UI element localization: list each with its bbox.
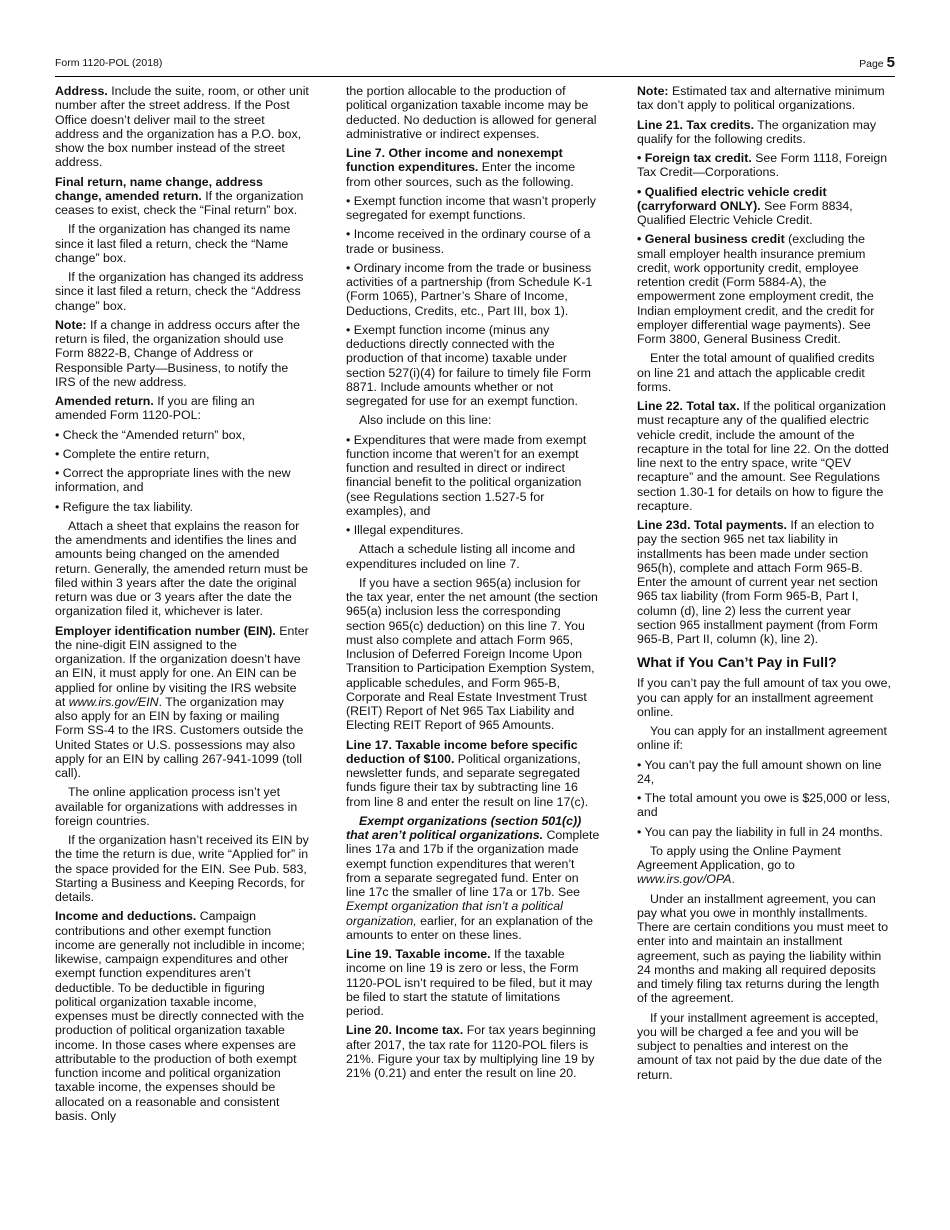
- paragraph-ein: Employer identification number (EIN). Enter the nine-digit EIN assigned to the organization. If the organization doesn’t have an EIN, it must apply for one. An EIN can be applied for online by visiting the IRS website at www.irs.gov/EIN. The organization may also apply for an EIN by faxing or mailing Form SS-4 to the IRS. Customers outside the United States or U.S. possessions may also apply for an EIN by calling 267-941-1099 (toll call).: [55, 623, 309, 780]
- page-header: [55, 54, 895, 77]
- bullet-item: • Foreign tax credit. See Form 1118, Foreign Tax Credit—Corporations.: [637, 151, 888, 180]
- paragraph-line-17: Line 17. Taxable income before specific deduction of $100. Political organizations, newsletter funds, and separate segregated funds figure their tax by subtracting line 16 from line 8 and enter the result on line 17(c).: [346, 737, 589, 809]
- paragraph-opa: To apply using the Online Payment Agreement Application, go to www.irs.gov/OPA.: [637, 843, 841, 887]
- paragraph-cant-pay: If you can’t pay the full amount of tax you owe, you can apply for an installment agreement online.: [637, 676, 891, 719]
- page-label: Page: [859, 58, 884, 70]
- paragraph-income-deductions: Income and deductions. Campaign contributions and other exempt function income are generally not includible in income; likewise, campaign expenditures and other exempt function expenditures aren’t deductible. To be deductible in figuring political organization taxable income, expenses must be directly connected with the production of political organization taxable income. In those cases where expenses are attributable to the production of both exempt function income and political organization taxable income, the expenses should be allocated on a reasonable and consistent basis. Only: [55, 909, 305, 1123]
- paragraph-applied-for: If the organization hasn’t received its EIN by the time the return is due, write “Applied for” in the space provided for the EIN. See Pub. 583, Starting a Business and Keeping Records, for details.: [55, 833, 309, 904]
- paragraph-address-change: If the organization has changed its address since it last filed a return, check the “Address change” box.: [55, 270, 304, 313]
- paragraph-note: Note: If a change in address occurs after the return is filed, the organization should use Form 8822-B, Change of Address or Responsible Party—Business, to notify the IRS of the new address.: [55, 317, 300, 389]
- bullet-item: • Exempt function income that wasn’t properly segregated for exempt functions.: [346, 193, 596, 222]
- column-3: [637, 84, 891, 1087]
- paragraph-address: Address. Include the suite, room, or other unit number after the street address. If the Post Office doesn’t deliver mail to the street address and the organization has a P.O. box, show the box number instead of the street address.: [55, 84, 309, 170]
- paragraph-line-19: Line 19. Taxable income. If the taxable income on line 19 is zero or less, the Form 1120-POL isn’t required to be filed, but it may be filed to start the statute of limitations period.: [346, 947, 593, 1018]
- bullet-item: • Complete the entire return,: [55, 446, 210, 461]
- page-number: [859, 54, 895, 71]
- form-id: Form 1120-POL (2018): [55, 57, 163, 69]
- section-heading: What if You Can’t Pay in Full?: [637, 655, 837, 672]
- opa-link[interactable]: www.irs.gov/OPA: [637, 872, 732, 887]
- bullet-item: • The total amount you owe is $25,000 or less, and: [637, 791, 891, 820]
- bullet-item: • Ordinary income from the trade or business activities of a partnership (from Schedule K-1 (Form 1065), Partner’s Share of Income, Deductions, Credits, etc., Part III, box 1).: [346, 260, 593, 318]
- paragraph-final-return: Final return, name change, address change, amended return. If the organization ceases to exist, check the “Final return” box.: [55, 174, 304, 217]
- bullet-item: • Refigure the tax liability.: [55, 499, 193, 514]
- paragraph-line-23d: Line 23d. Total payments. If an election to pay the section 965 net tax liability in installments has been made under section 965(h), complete and attach Form 965-B. Enter the amount of current year net section 965 tax liability (from Form 965-B, Part I, column (d), line 2) less the current year section 965 installment payment (from Form 965-B, Part II, column (k), line 2).: [637, 518, 878, 646]
- bullet-item: • Income received in the ordinary course of a trade or business.: [346, 227, 591, 256]
- paragraph-line-22: Line 22. Total tax. If the political organization must recapture any of the qualified electric vehicle credit, include the amount of the recapture in the total for line 22. On the dotted line next to the entry space, write “QEV recapture” and the amount. See Regulations section 1.30-1 for details on how to figure the recapture.: [637, 399, 889, 513]
- paragraph-online-application: The online application process isn’t yet available for organizations with addresses in foreign countries.: [55, 785, 298, 828]
- paragraph-exempt-organizations: Exempt organizations (section 501(c)) that aren’t political organizations. Complete lines 17a and 17b if the organization made exempt function expenditures that weren’t from a separate segregated fund. Enter on line 17c the smaller of line 17a or 17b. See Exempt organization that isn’t a political organization, earlier, for an explanation of the amounts to enter on these lines.: [346, 813, 600, 942]
- paragraph-apply-if: You can apply for an installment agreement online if:: [637, 724, 887, 753]
- column-1: [55, 84, 309, 1128]
- paragraph-attach-sheet: Attach a sheet that explains the reason for the amendments and identifies the lines and amounts being changed on the amended return. Generally, the amended return must be filed within 3 years after the date the original return was due or 3 years after the date the organization filed it, whichever is later.: [55, 518, 308, 619]
- paragraph-also-include: Also include on this line:: [359, 413, 492, 428]
- paragraph-continuation: the portion allocable to the production of political organization taxable income may be deducted. No deduction is allowed for general administrative or indirect expenses.: [346, 84, 597, 141]
- bullet-item: • Correct the appropriate lines with the new information, and: [55, 466, 291, 495]
- paragraph-line-20: Line 20. Income tax. For tax years beginning after 2017, the tax rate for 1120-POL filers is 21%. Figure your tax by multiplying line 19 by 21% (0.21) and enter the result on line 20.: [346, 1023, 596, 1080]
- paragraph-attach-schedule: Attach a schedule listing all income and expenditures included on line 7.: [346, 542, 576, 571]
- paragraph-installment-agreement: Under an installment agreement, you can pay what you owe in monthly installments. There are certain conditions you must meet to enter into and maintain an installment agreement, such as paying the liability within 24 months and making all required deposits and timely filing tax returns during the length of the agreement.: [637, 891, 889, 1006]
- paragraph-name-change: If the organization has changed its name since it last filed a return, check the “Name change” box.: [55, 222, 291, 265]
- paragraph-accepted: If your installment agreement is accepted, you will be charged a fee and you will be subject to penalties and interest on the amount of tax not paid by the due date of the return.: [637, 1010, 882, 1082]
- paragraph-line-7: Line 7. Other income and nonexempt function expenditures. Enter the income from other sources, such as the following.: [346, 146, 576, 189]
- column-2: [346, 84, 600, 1085]
- paragraph-note-estimated-tax: Note: Estimated tax and alternative minimum tax don’t apply to political organizations.: [637, 84, 885, 113]
- bullet-item: • You can’t pay the full amount shown on line 24,: [637, 757, 882, 786]
- bullet-item: • Check the “Amended return” box,: [55, 427, 246, 442]
- bullet-item: • Qualified electric vehicle credit (carryforward ONLY). See Form 8834, Qualified Electric Vehicle Credit.: [637, 184, 853, 227]
- paragraph-enter-credits: Enter the total amount of qualified credits on line 21 and attach the applicable credit forms.: [637, 351, 875, 394]
- paragraph-section-965: If you have a section 965(a) inclusion for the tax year, enter the net amount (the section 965(a) inclusion less the corresponding section 965(c) deduction) on this line 7. You must also complete and attach Form 965, Inclusion of Deferred Foreign Income Upon Transition to Participation Exemption System, applicable schedules, and Form 965-B, Corporate and Real Estate Investment Trust (REIT) Report of Net 965 Tax Liability and Electing REIT Report of 965 Amounts.: [346, 575, 598, 733]
- paragraph-amended-return: Amended return. If you are filing an amended Form 1120-POL:: [55, 394, 255, 423]
- bullet-item: • Expenditures that were made from exempt function income that weren’t for an exempt function and resulted in direct or indirect financial benefit to the political organization (see Regulations section 1.527-5 for examples), and: [346, 432, 587, 518]
- ein-link[interactable]: www.irs.gov/EIN: [68, 694, 159, 709]
- bullet-item: • General business credit (excluding the small employer health insurance premium credit, work opportunity credit, employee retention credit (Form 5884-A), the empowerment zone employment credit, the Indian employment credit, and the credit for employer differential wage payments). See Form 3800, General Business Credit.: [637, 232, 875, 346]
- bullet-item: • Illegal expenditures.: [346, 523, 464, 537]
- bullet-item: • You can pay the liability in full in 24 months.: [637, 824, 883, 839]
- page-number-value: 5: [886, 54, 895, 71]
- bullet-item: • Exempt function income (minus any deductions directly connected with the production of that income) taxable under section 527(i)(4) for failure to timely file Form 8871. Include amounts whether or not segregated for use for an exempt function.: [346, 322, 591, 408]
- paragraph-line-21: Line 21. Tax credits. The organization may qualify for the following credits.: [637, 117, 877, 146]
